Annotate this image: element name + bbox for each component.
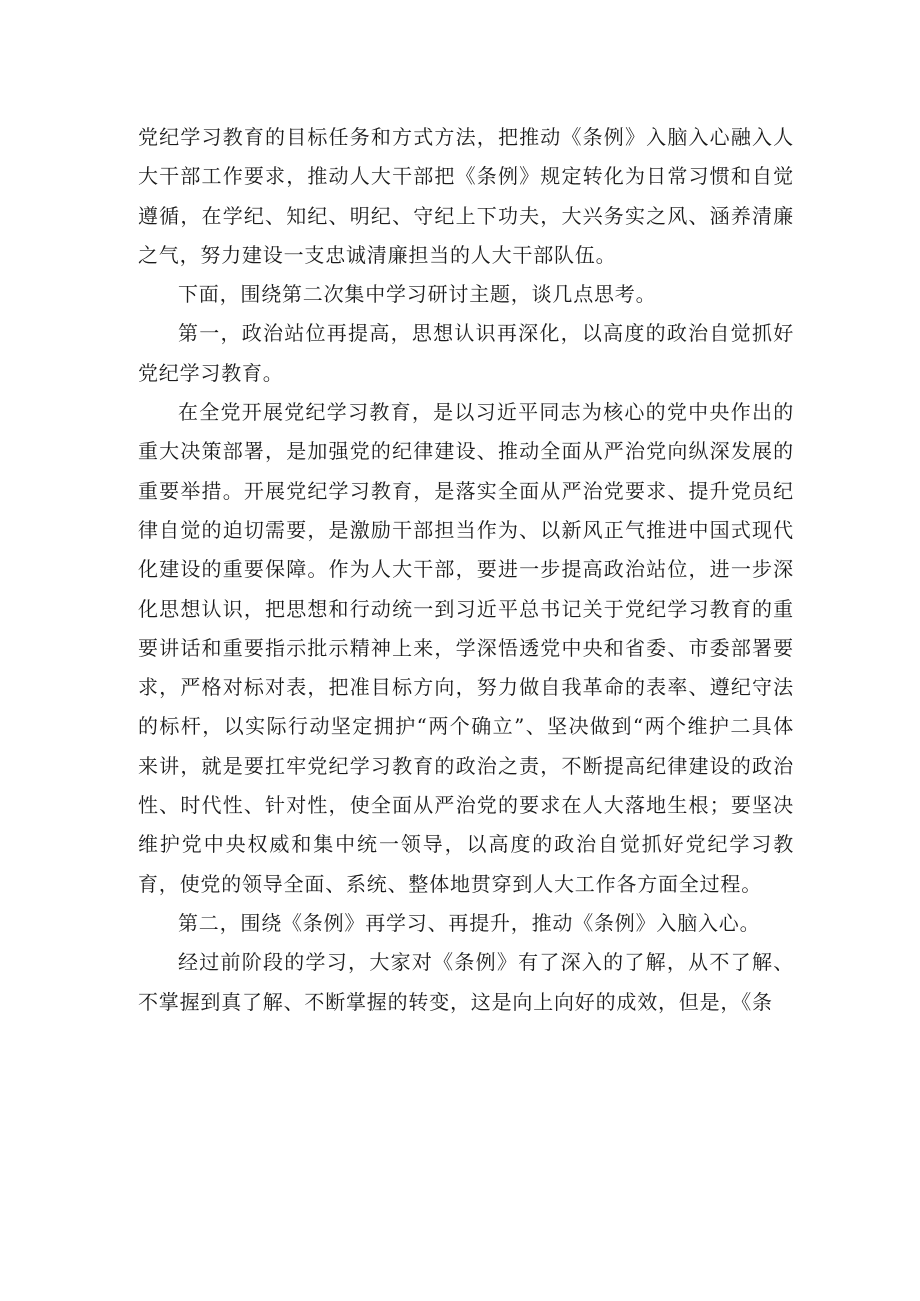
paragraph-intro: 党纪学习教育的目标任务和方式方法，把推动《条例》入脑入心融入人大干部工作要求，推动人大干部把《条例》规定转化为日常习惯和自觉遵循，在学纪、知纪、明纪、守纪上下功夫，大兴务实之风、涵养清廉之气，努力建设一支忠诚清廉担当的人大干部队伍。 <box>138 125 794 267</box>
paragraph-point-one-heading: 第一，政治站位再提高，思想认识再深化，以高度的政治自觉抓好党纪学习教育。 <box>138 321 794 385</box>
paragraph-topic: 下面，围绕第二次集中学习研讨主题，谈几点思考。 <box>178 282 657 307</box>
document-page <box>138 118 794 1022</box>
paragraph-point-two-heading: 第二，围绕《条例》再学习、再提升，推动《条例》入脑入心。 <box>178 910 761 935</box>
paragraph-point-two-body: 经过前阶段的学习，大家对《条例》有了深入的了解，从不了解、不掌握到真了解、不断掌握的转变，这是向上向好的成效，但是，《条 <box>138 950 794 1014</box>
paragraph-point-one-body: 在全党开展党纪学习教育，是以习近平同志为核心的党中央作出的重大决策部署，是加强党的纪律建设、推动全面从严治党向纵深发展的重要举措。开展党纪学习教育，是落实全面从严治党要求、提升党员纪律自觉的迫切需要，是激励干部担当作为、以新风正气推进中国式现代化建设的重要保障。作为人大干部，要进一步提高政治站位，进一步深化思想认识，把思想和行动统一到习近平总书记关于党纪学习教育的重要讲话和重要指示批示精神上来，学深悟透党中央和省委、市委部署要求，严格对标对表，把准目标方向，努力做自我革命的表率、遵纪守法的标杆，以实际行动坚定拥护“两个确立”、坚决做到“两个维护二具体来讲，就是要扛牢党纪学习教育的政治之责，不断提高纪律建设的政治性、时代性、针对性，使全面从严治党的要求在人大落地生根；要坚决维护党中央权威和集中统一领导，以高度的政治自觉抓好党纪学习教育，使党的领导全面、系统、整体地贯穿到人大工作各方面全过程。 <box>138 400 794 896</box>
